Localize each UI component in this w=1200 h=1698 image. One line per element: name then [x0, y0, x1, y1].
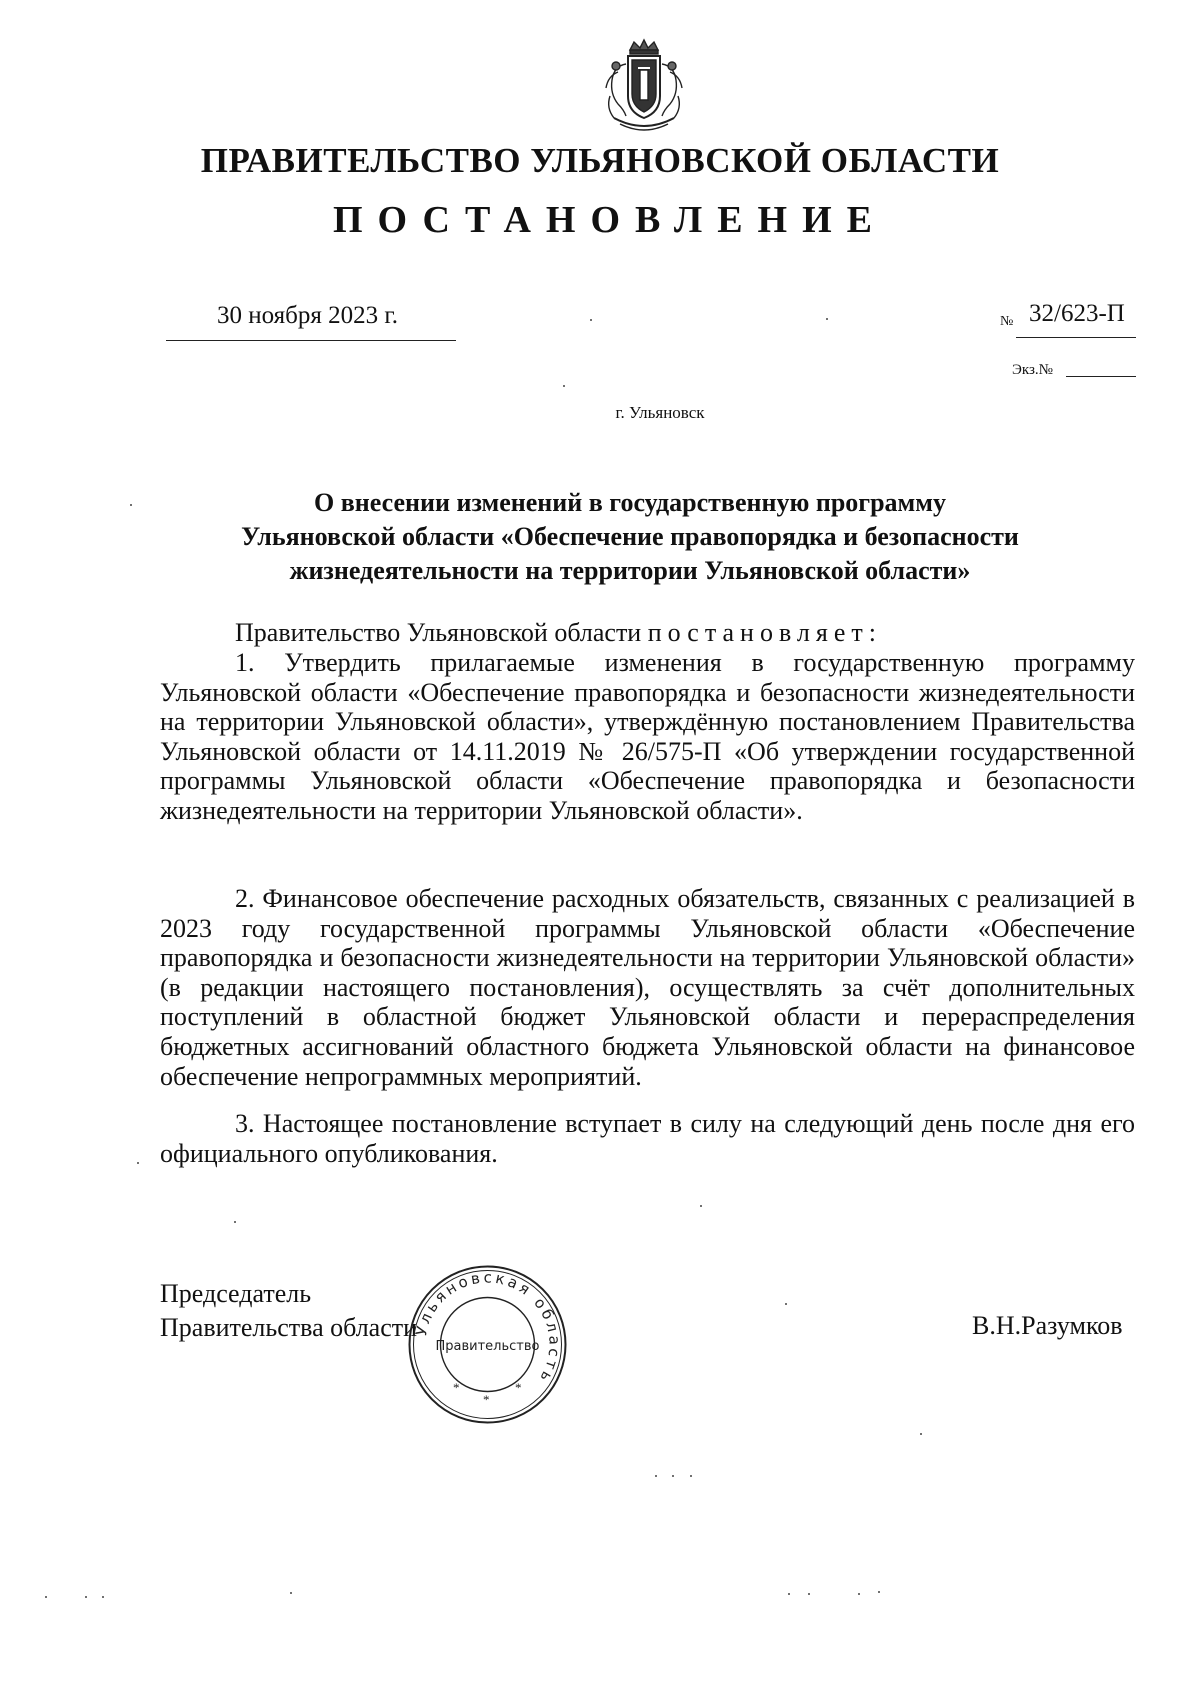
- official-seal-stamp: [405, 1262, 570, 1427]
- copy-number-label: Экз.№: [1012, 362, 1053, 378]
- svg-text:Ульяновская область: Ульяновская область: [412, 1268, 564, 1388]
- copy-number-blank: [1066, 376, 1136, 377]
- intro-start: Правительство Ульяновской области: [235, 618, 642, 647]
- coat-of-arms-icon: [596, 36, 692, 136]
- subject-line: жизнедеятельности на территории Ульяновской области»: [289, 556, 971, 585]
- document-type: ПОСТАНОВЛЕНИЕ: [332, 199, 888, 241]
- intro-verb: постановляет:: [647, 618, 882, 647]
- signatory-name: В.Н.Разумков: [972, 1311, 1123, 1340]
- document-number: 32/623-П: [1029, 300, 1125, 327]
- number-underline: [1016, 337, 1136, 338]
- signatory-position: [160, 1277, 417, 1345]
- subject-line: Ульяновской области «Обеспечение правопорядка и безопасности: [241, 522, 1019, 551]
- position-line: Председатель: [160, 1279, 312, 1308]
- paragraph-2: 2. Финансовое обеспечение расходных обязательств, связанных с реализацией в 2023 году государственной программы Ульяновской области «Обеспечение правопорядка и безопасности жизнедеятельности на территории Ульяновской области» (в редакции настоящего постановления), осуществлять за счёт дополнительных поступлений в областной бюджет Ульяновской области и перераспределения бюджетных ассигнований областного бюджета Ульяновской области на финансовое обеспечение непрограммных мероприятий.: [160, 884, 1135, 1091]
- paragraph-1: 1. Утвердить прилагаемые изменения в государственную программу Ульяновской области «Обеспечение правопорядка и безопасности жизнедеятельности на территории Ульяновской области», утверждённую постановлением Правительства Ульяновской области от 14.11.2019 № 26/575-П «Об утверждении государственной программы Ульяновской области «Обеспечение правопорядка и безопасности жизнедеятельности на территории Ульяновской области».: [160, 648, 1135, 825]
- svg-text:*: *: [483, 1392, 490, 1407]
- svg-text:*: *: [453, 1380, 460, 1395]
- position-line: Правительства области: [160, 1313, 418, 1342]
- svg-text:*: *: [515, 1380, 522, 1395]
- number-sign: №: [1000, 314, 1014, 329]
- government-title: ПРАВИТЕЛЬСТВО УЛЬЯНОВСКОЙ ОБЛАСТИ: [200, 141, 1000, 180]
- document-subject: [200, 486, 1060, 588]
- intro-paragraph: [160, 618, 1135, 648]
- city: г. Ульяновск: [615, 403, 705, 422]
- document-date: 30 ноября 2023 г.: [217, 302, 399, 329]
- subject-line: О внесении изменений в государственную программу: [314, 488, 946, 517]
- paragraph-3: 3. Настоящее постановление вступает в силу на следующий день после дня его официального опубликования.: [160, 1109, 1135, 1168]
- date-underline: [166, 340, 456, 341]
- seal-center-text: Правительство: [435, 1339, 540, 1354]
